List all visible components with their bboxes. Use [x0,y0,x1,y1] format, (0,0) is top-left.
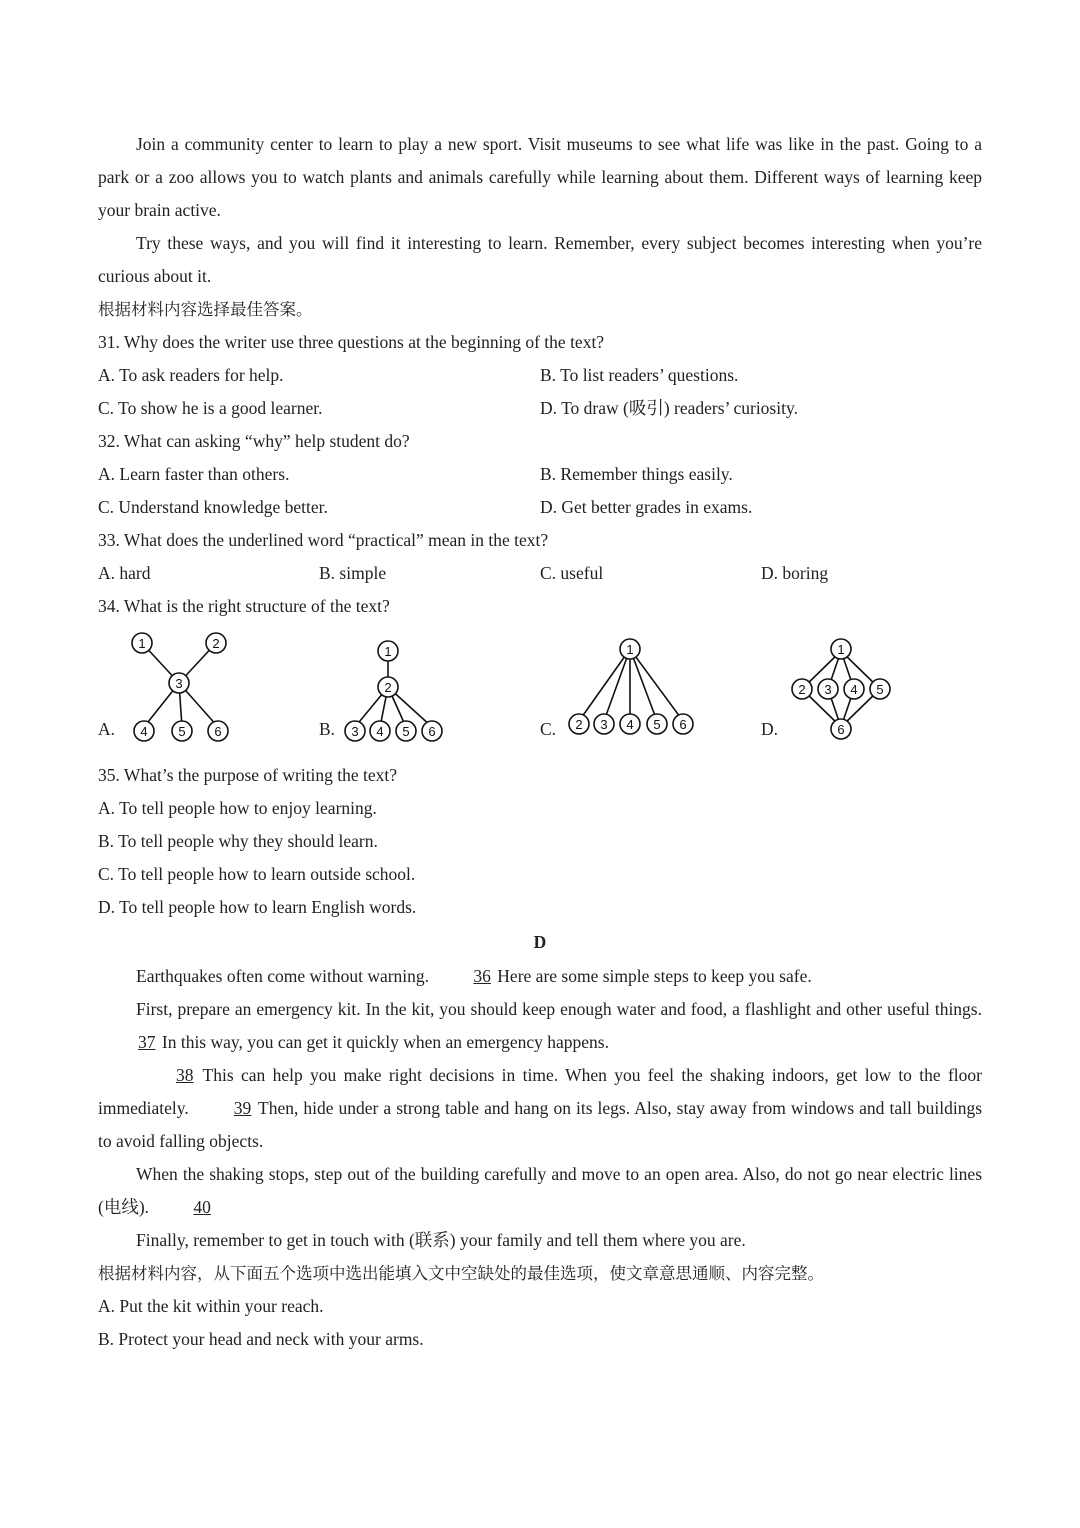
node-6 [422,721,442,741]
option-d: D. To draw (吸引) readers’ curiosity. [540,398,798,418]
option-a: A. Learn faster than others. [98,464,290,484]
node-5 [870,679,890,699]
option-a: A. To tell people how to enjoy learning. [98,798,377,818]
svg-text:4: 4 [140,724,148,739]
svg-text:1: 1 [626,642,634,657]
passage-paragraph: Try these ways, and you will find it interesting to learn. Remember, every subject becomes interesting when you’re curious about it. [98,233,982,286]
svg-text:5: 5 [178,724,186,739]
svg-text:6: 6 [214,724,222,739]
option-d: D. Get better grades in exams. [540,497,753,517]
node-3 [594,714,614,734]
node-4 [370,721,390,741]
node-4 [620,714,640,734]
option-row [98,392,982,425]
svg-text:5: 5 [402,724,410,739]
structure-diagrams [98,623,982,759]
svg-text:2: 2 [212,636,220,651]
svg-text:4: 4 [376,724,384,739]
option-b: B. simple [319,563,387,583]
question-stem: 32. What can asking “why” help student do? [98,431,410,451]
instruction-text: 根据材料内容，从下面五个选项中选出能填入文中空缺处的最佳选项，使文章意思通顺、内容完整。 [98,1264,824,1283]
node-2 [206,633,226,653]
option-c: C. Understand knowledge better. [98,497,328,517]
svg-text:3: 3 [600,717,608,732]
option-c: C. To show he is a good learner. [98,398,323,418]
svg-text:1: 1 [384,644,392,659]
node-1 [132,633,152,653]
option-a: A. [98,719,116,739]
option-c: C. To tell people how to learn outside school. [98,864,416,884]
node-5 [396,721,416,741]
option-row [98,491,982,524]
passage-paragraph: Join a community center to learn to play a new sport. Visit museums to see what life was like in the past. Going to a park or a zoo allows you to watch plants and animals carefully while learning about them. Different ways of learning keep your brain active. [98,134,982,220]
node-6 [831,719,851,739]
passage-paragraph: 38 This can help you make right decisions in time. When you feel the shaking indoors, get low to the floor immediately. 39 Then, hide under a strong table and hang on its legs. Also, stay away from windows and tall buildings to avoid falling objects. [98,1059,982,1158]
option-d: D. To tell people how to learn English words. [98,897,417,917]
option-row [98,557,982,590]
option-row [98,359,982,392]
passage-paragraph: First, prepare an emergency kit. In the kit, you should keep enough water and food, a flashlight and other useful things. 37 In this way, you can get it quickly when an emergency happens. [98,993,982,1059]
blank-38[interactable]: 38 [176,1065,194,1085]
section-heading: D [533,932,547,952]
option-b: B. [319,719,336,739]
node-5 [647,714,667,734]
node-5 [172,721,192,741]
option-b: B. To tell people why they should learn. [98,831,378,851]
svg-text:6: 6 [679,717,687,732]
svg-text:5: 5 [653,717,661,732]
svg-text:1: 1 [138,636,146,651]
question-stem: 34. What is the right structure of the text? [98,596,390,616]
structure-diagram-a [124,627,234,747]
passage-paragraph: When the shaking stops, step out of the building carefully and move to an open area. Also, do not go near electric lines (电线). 40 [98,1158,982,1224]
blank-37[interactable]: 37 [138,1032,156,1052]
svg-text:6: 6 [428,724,436,739]
svg-text:5: 5 [876,682,884,697]
node-2 [792,679,812,699]
option-b: B. Remember things easily. [540,464,733,484]
node-3 [169,673,189,693]
svg-text:2: 2 [798,682,806,697]
node-1 [378,641,398,661]
svg-text:2: 2 [384,680,392,695]
option-d: D. boring [761,563,829,583]
node-1 [831,639,851,659]
question-stem: 33. What does the underlined word “practical” mean in the text? [98,530,549,550]
option-c: C. useful [540,563,604,583]
svg-text:6: 6 [837,722,845,737]
question-stem: 31. Why does the writer use three questions at the beginning of the text? [98,332,605,352]
structure-diagram-d [786,627,901,747]
structure-diagram-c [564,627,699,747]
option-b: B. Protect your head and neck with your arms. [98,1329,424,1349]
svg-text:4: 4 [626,717,634,732]
option-a: A. Put the kit within your reach. [98,1296,324,1316]
svg-text:3: 3 [351,724,359,739]
svg-text:3: 3 [824,682,832,697]
node-2 [569,714,589,734]
svg-text:3: 3 [175,676,183,691]
structure-diagram-b [340,627,450,747]
node-2 [378,677,398,697]
blank-36[interactable]: 36 [473,966,491,986]
option-a: A. To ask readers for help. [98,365,284,385]
blank-40[interactable]: 40 [193,1197,211,1217]
question-stem: 35. What’s the purpose of writing the text? [98,765,398,785]
node-3 [818,679,838,699]
svg-text:2: 2 [575,717,583,732]
passage-paragraph: Finally, remember to get in touch with (联系) your family and tell them where you are. [136,1230,746,1250]
node-1 [620,639,640,659]
node-3 [345,721,365,741]
option-d: D. [761,719,779,739]
passage-paragraph: Earthquakes often come without warning. 36 Here are some simple steps to keep you safe. [98,960,982,993]
node-4 [844,679,864,699]
option-c: C. [540,719,557,739]
svg-text:4: 4 [850,682,858,697]
exam-page [98,128,982,1356]
node-6 [208,721,228,741]
node-4 [134,721,154,741]
node-6 [673,714,693,734]
instruction-text: 根据材料内容选择最佳答案。 [98,300,313,319]
blank-39[interactable]: 39 [233,1098,252,1118]
option-b: B. To list readers’ questions. [540,365,739,385]
svg-text:1: 1 [837,642,845,657]
option-a: A. hard [98,563,151,583]
option-row [98,458,982,491]
